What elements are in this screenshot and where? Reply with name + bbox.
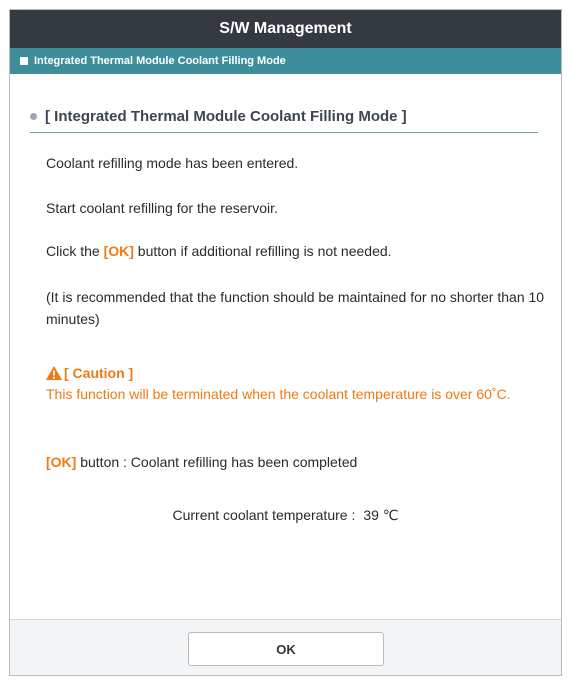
ok-button[interactable]: OK (188, 632, 384, 666)
instruction-line-3-post: button if additional refilling is not needed. (133, 243, 392, 259)
subheader-label: Integrated Thermal Module Coolant Filling Mode (34, 55, 286, 67)
square-bullet-icon (20, 57, 28, 65)
instruction-line-1: Coolant refilling mode has been entered. (46, 155, 299, 171)
instruction-line-2: Start coolant refilling for the reservoir. (46, 200, 278, 216)
sw-management-dialog (9, 9, 562, 676)
instruction-line-3-pre: Click the (46, 243, 104, 259)
instruction-line-3 (46, 240, 546, 262)
instruction-line-4: (It is recommended that the function should be maintained for no shorter than 10 minutes) (46, 289, 545, 327)
section-title-text: [ Integrated Thermal Module Coolant Filling Mode ] (45, 108, 407, 125)
ok-note (46, 451, 546, 473)
caution-title-text: [ Caution ] (64, 365, 134, 381)
ok-note-keyword: [OK] (46, 454, 77, 470)
ok-note-text: button : Coolant refilling has been completed (76, 454, 358, 470)
window-title (10, 10, 561, 48)
dialog-footer (10, 619, 561, 675)
mode-subheader (10, 48, 561, 74)
warning-triangle-icon (46, 366, 62, 380)
window-title-text: S/W Management (219, 20, 352, 37)
coolant-temperature-row (10, 507, 561, 524)
temperature-label: Current coolant temperature : (172, 507, 356, 523)
section-title (30, 108, 538, 133)
dot-bullet-icon (30, 113, 37, 120)
caution-text: This function will be terminated when the coolant temperature is over 60˚C. (46, 386, 511, 402)
ok-keyword: [OK] (103, 243, 134, 259)
temperature-value: 39 ℃ (363, 507, 399, 523)
caution-title (46, 365, 133, 381)
